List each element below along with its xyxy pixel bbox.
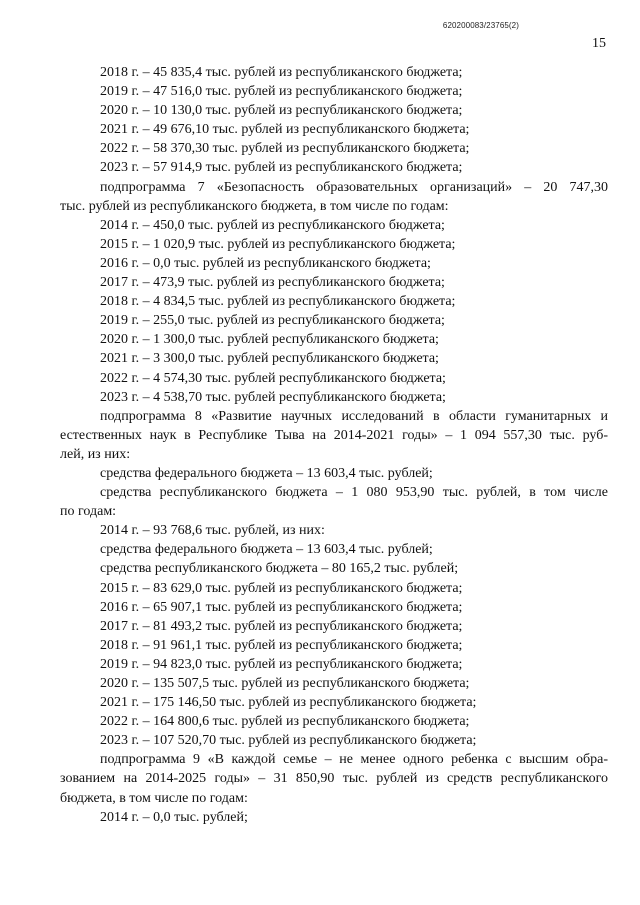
text-line: 2020 г. – 135 507,5 тыс. рублей из республиканского бюджета;: [100, 676, 470, 691]
text-line: лей, из них:: [60, 446, 131, 462]
text-line: по годам:: [60, 504, 117, 520]
text-line: 2015 г. – 83 629,0 тыс. рублей из республиканского бюджета;: [100, 580, 463, 596]
text-line: 2014 г. – 93 768,6 тыс. рублей, из них:: [100, 523, 325, 539]
text-line: 2019 г. – 47 516,0 тыс. рублей из республиканского бюджета;: [100, 84, 463, 100]
text-line: 2017 г. – 81 493,2 тыс. рублей из республиканского бюджета;: [100, 618, 463, 634]
text-line: 2022 г. – 4 574,30 тыс. рублей республиканского бюджета;: [100, 370, 446, 386]
text-line: естественных наук в Республике Тыва на 2014-2021 годы» – 1 094 557,30 тыс. руб-: [60, 427, 608, 443]
text-line: 2023 г. – 4 538,70 тыс. рублей республиканского бюджета;: [100, 389, 446, 405]
text-line: 2016 г. – 0,0 тыс. рублей из республиканского бюджета;: [100, 255, 431, 271]
text-line: 2023 г. – 107 520,70 тыс. рублей из республиканского бюджета;: [100, 733, 477, 749]
text-line: 2017 г. – 473,9 тыс. рублей из республиканского бюджета;: [100, 275, 445, 291]
text-line: 2021 г. – 3 300,0 тыс. рублей республиканского бюджета;: [100, 351, 439, 367]
text-line: средства федерального бюджета – 13 603,4 тыс. рублей;: [100, 465, 433, 481]
text-line: 2023 г. – 57 914,9 тыс. рублей из республиканского бюджета;: [100, 160, 463, 176]
text-line: зованием на 2014-2025 годы» – 31 850,90 тыс. рублей из средств республиканского: [60, 771, 608, 787]
text-line: 2022 г. – 164 800,6 тыс. рублей из республиканского бюджета;: [100, 714, 470, 730]
text-line: средства республиканского бюджета – 1 080 953,90 тыс. рублей, в том числе: [100, 485, 608, 501]
text-line: 2020 г. – 10 130,0 тыс. рублей из республиканского бюджета;: [100, 103, 463, 119]
text-line: 2014 г. – 0,0 тыс. рублей;: [100, 809, 248, 825]
text-line: 2019 г. – 94 823,0 тыс. рублей из республиканского бюджета;: [100, 656, 463, 672]
text-line: подпрограмма 8 «Развитие научных исследований в области гуманитарных и: [100, 408, 608, 424]
text-line: 2021 г. – 49 676,10 тыс. рублей из республиканского бюджета;: [100, 122, 470, 138]
text-line: 2021 г. – 175 146,50 тыс. рублей из республиканского бюджета;: [100, 695, 477, 711]
text-line: 2018 г. – 45 835,4 тыс. рублей из республиканского бюджета;: [100, 65, 463, 80]
text-line: бюджета, в том числе по годам:: [60, 790, 248, 806]
text-line: 2016 г. – 65 907,1 тыс. рублей из республиканского бюджета;: [100, 599, 463, 615]
text-line: тыс. рублей из республиканского бюджета, в том числе по годам:: [60, 198, 449, 214]
text-line: средства республиканского бюджета – 80 165,2 тыс. рублей;: [100, 561, 459, 577]
text-line: 2014 г. – 450,0 тыс. рублей из республиканского бюджета;: [100, 217, 445, 233]
text-line: подпрограмма 7 «Безопасность образовательных организаций» – 20 747,30: [100, 179, 608, 195]
document-id: 620200083/23765(2): [442, 21, 519, 30]
page-number: 15: [592, 36, 606, 51]
text-line: подпрограмма 9 «В каждой семье – не менее одного ребенка с высшим обра-: [100, 752, 608, 768]
text-line: средства федерального бюджета – 13 603,4 тыс. рублей;: [100, 542, 433, 558]
text-line: 2022 г. – 58 370,30 тыс. рублей из республиканского бюджета;: [100, 141, 470, 157]
text-line: 2015 г. – 1 020,9 тыс. рублей из республиканского бюджета;: [100, 236, 456, 252]
document-body: [60, 63, 608, 827]
text-line: 2019 г. – 255,0 тыс. рублей из республиканского бюджета;: [100, 313, 445, 329]
text-line: 2020 г. – 1 300,0 тыс. рублей республиканского бюджета;: [100, 332, 439, 348]
text-line: 2018 г. – 4 834,5 тыс. рублей из республиканского бюджета;: [100, 294, 456, 310]
text-line: 2018 г. – 91 961,1 тыс. рублей из республиканского бюджета;: [100, 637, 463, 653]
